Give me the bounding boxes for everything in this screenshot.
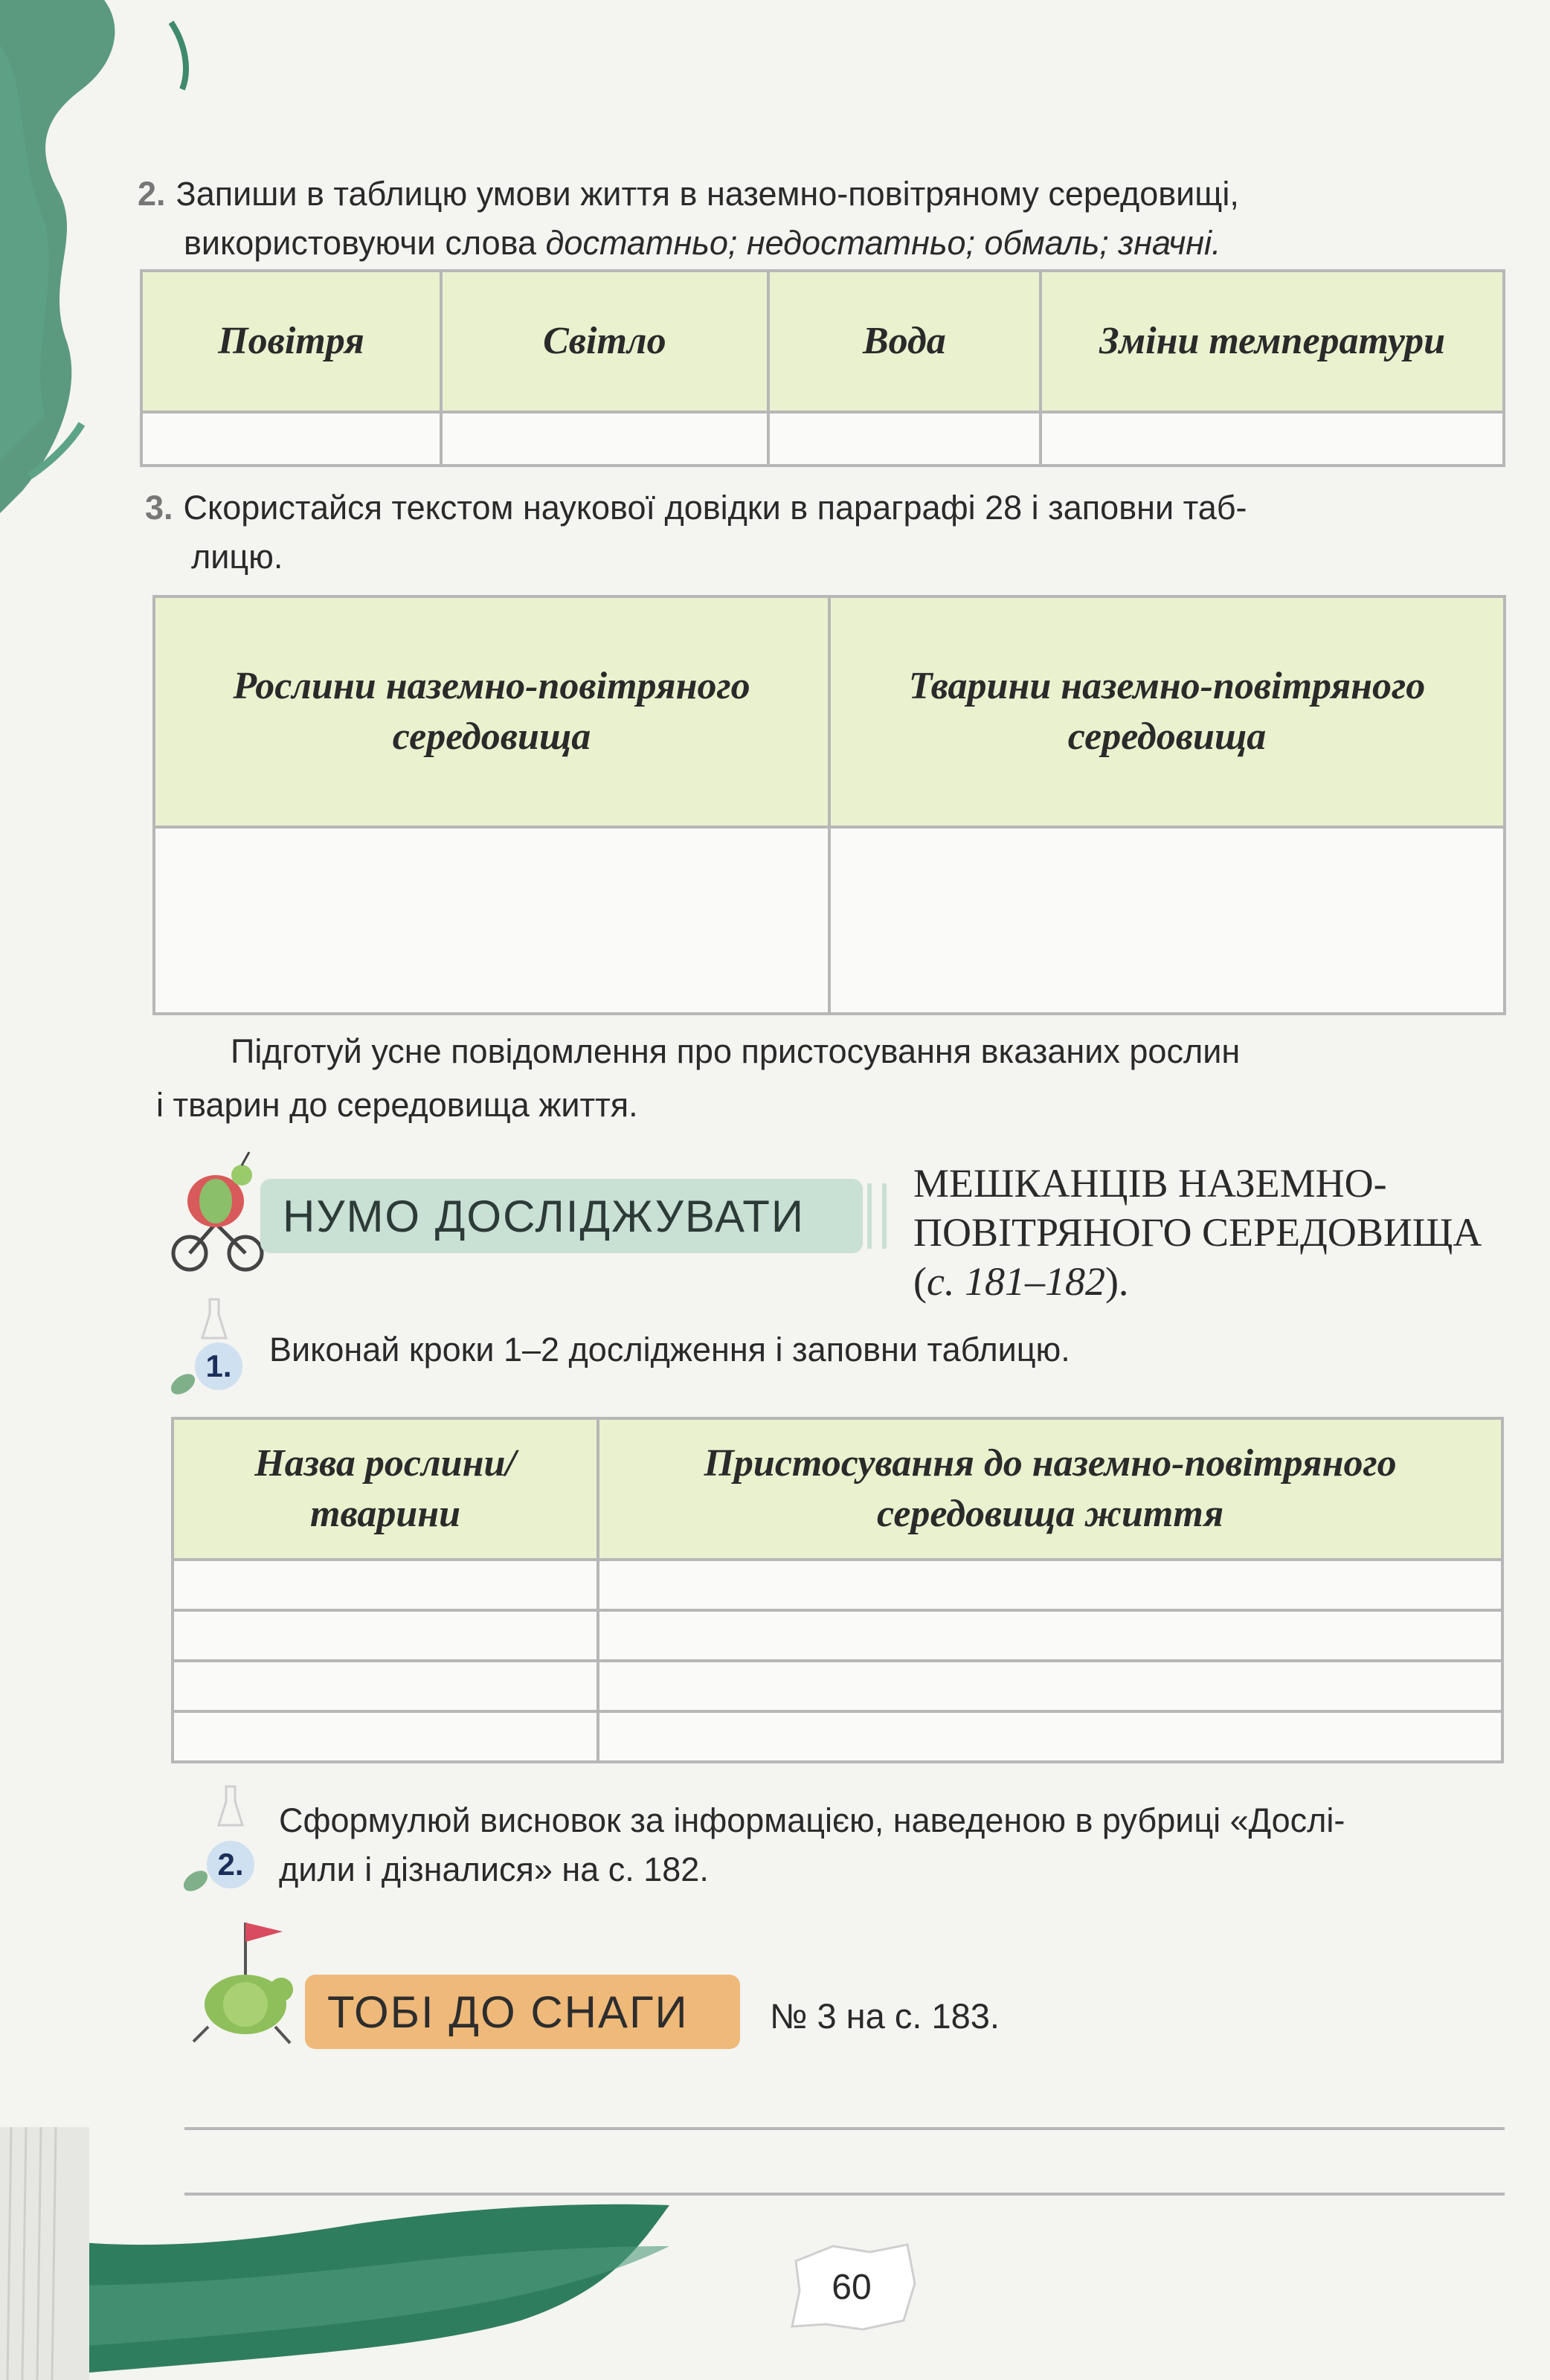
step-number: 2. <box>207 1841 254 1888</box>
page-edges-decoration <box>0 2127 89 2380</box>
leaf-icon <box>167 1370 199 1399</box>
header-light: Світло <box>441 271 768 412</box>
header-name: Назва рослини/тварини <box>173 1418 598 1560</box>
task-text: використовуючи слова <box>184 224 546 262</box>
strength-badge-label: ТОБІ ДО СНАГИ <box>327 1987 689 2037</box>
answer-cell[interactable] <box>173 1661 598 1711</box>
answer-cell[interactable] <box>441 412 768 466</box>
answer-cell[interactable] <box>154 827 829 1014</box>
answer-cell[interactable] <box>598 1711 1502 1762</box>
task-3 <box>145 483 1506 582</box>
explore-pages-close: ). <box>1104 1259 1129 1304</box>
explore-pages-open: ( <box>913 1259 927 1304</box>
step-1-text: Виконай кроки 1–2 дослідження і заповни таблицю. <box>269 1331 1070 1368</box>
answer-cell[interactable] <box>173 1560 598 1610</box>
instruction-line: Підготуй усне повідомлення про пристосування вказаних рослин <box>231 1032 1241 1070</box>
explore-title-text: МЕШКАНЦІВ НАЗЕМНО-ПОВІТРЯНОГО СЕРЕДОВИЩА <box>913 1161 1482 1255</box>
explore-title <box>913 1159 1508 1306</box>
answer-cell[interactable] <box>141 412 441 466</box>
task-2 <box>138 170 1499 268</box>
answer-line[interactable] <box>184 2127 1505 2130</box>
answer-cell[interactable] <box>768 412 1041 466</box>
task-text: Скористайся текстом наукової довідки в параграфі 28 і заповни таб- <box>183 489 1247 527</box>
answer-cell[interactable] <box>598 1661 1502 1711</box>
leaf-icon <box>180 1867 211 1896</box>
adaptation-table <box>171 1417 1504 1763</box>
step-text-line: Сформулюй висновок за інформацією, наведеною в рубриці «Дослі- <box>279 1801 1345 1839</box>
answer-cell[interactable] <box>173 1711 598 1762</box>
answer-cell[interactable] <box>1041 412 1504 466</box>
header-water: Вода <box>768 271 1041 412</box>
answer-cell[interactable] <box>598 1560 1502 1610</box>
task-number: 3. <box>145 489 173 527</box>
step-2-text <box>279 1796 1506 1894</box>
oral-report-instruction <box>156 1025 1506 1132</box>
explore-badge-label: НУМО ДОСЛІДЖУВАТИ <box>283 1191 805 1241</box>
flag-bug-mascot-icon <box>186 1915 320 2049</box>
header-temperature: Зміни температури <box>1041 271 1504 412</box>
strength-reference: № 3 на с. 183. <box>770 1996 1000 2036</box>
flask-icon <box>216 1785 245 1830</box>
answer-cell[interactable] <box>598 1610 1502 1661</box>
bike-bug-mascot-icon <box>160 1149 271 1276</box>
header-adaptation: Пристосування до наземно-повітряного середовища життя <box>598 1418 1502 1560</box>
explore-badge <box>260 1179 863 1253</box>
answer-line[interactable] <box>184 2193 1505 2196</box>
task-text: лицю. <box>191 538 283 576</box>
strength-badge <box>305 1975 740 2049</box>
task-number: 2. <box>138 175 166 213</box>
header-air: Повітря <box>141 271 441 412</box>
answer-cell[interactable] <box>829 827 1505 1014</box>
page-number: 60 <box>832 2267 872 2307</box>
header-animals: Тварини наземно-повітряного середовища <box>829 596 1505 827</box>
task-text: Запиши в таблицю умови життя в наземно-повітряному середовищі, <box>176 175 1239 213</box>
conditions-table <box>140 269 1505 467</box>
step-number: 1. <box>195 1342 242 1390</box>
explore-pages: с. 181–182 <box>926 1259 1105 1304</box>
instruction-line: і тварин до середовища життя. <box>156 1086 638 1124</box>
task-keywords: достатньо; недостатньо; обмаль; значні. <box>545 224 1221 262</box>
flask-icon <box>199 1298 229 1342</box>
answer-cell[interactable] <box>173 1610 598 1661</box>
plants-animals-table <box>152 595 1506 1015</box>
header-plants: Рослини наземно-повітряного середовища <box>154 596 829 827</box>
step-text-line: дили і дізналися» на с. 182. <box>279 1850 709 1888</box>
green-wave-decoration-icon <box>0 2202 744 2380</box>
